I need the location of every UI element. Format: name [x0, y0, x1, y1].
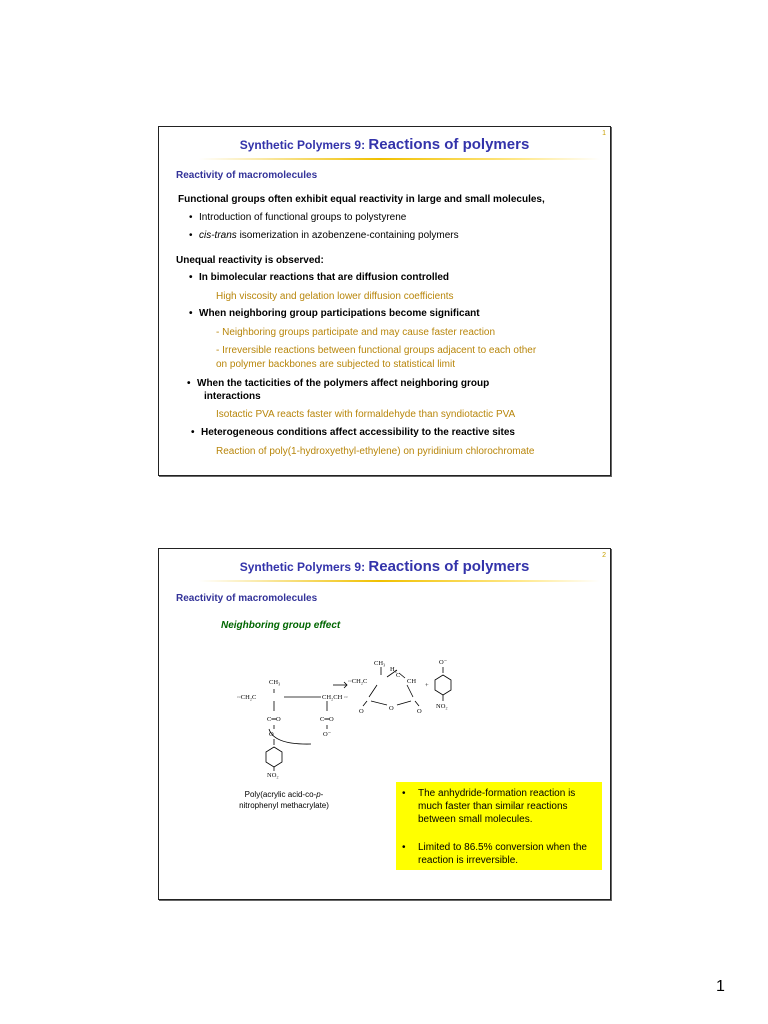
note-item: • The anhydride-formation reaction is much faster than similar reactions between small molecules.	[402, 788, 576, 825]
carboxylate-label: O⁻	[323, 731, 332, 738]
equal-bullet-2: • cis-trans isomerization in azobenzene-containing polymers	[189, 230, 459, 241]
slide-number: 1	[602, 130, 606, 137]
section-heading: Reactivity of macromolecules	[176, 593, 318, 604]
nitro-label-left: NO₂	[267, 772, 279, 779]
title-main: Reactions of polymers	[368, 558, 530, 575]
bullet-3-detail: Isotactic PVA reacts faster with formaldehyde than syndiotactic PVA	[216, 409, 516, 420]
title-prefix: Synthetic Polymers 9:	[239, 560, 369, 574]
unequal-bullet-1: • In bimolecular reactions that are diffusion controlled	[189, 272, 450, 283]
title-underline	[199, 580, 600, 582]
slide-title	[159, 136, 610, 154]
slide-number: 2	[602, 552, 606, 559]
ring-o-right: O	[417, 708, 422, 715]
page-number: 1	[716, 978, 725, 995]
phenolate-label: O⁻	[439, 659, 448, 666]
unequal-bullet-3b: interactions	[204, 391, 261, 402]
slide-title	[159, 558, 610, 576]
bullet-4-detail: Reaction of poly(1-hydroxyethyl-ethylene) on pyridinium chlorochromate	[216, 446, 535, 457]
carbonyl-right-label: C═O	[320, 716, 334, 723]
equal-reactivity-heading: Functional groups often exhibit equal reactivity in large and small molecules,	[178, 194, 545, 205]
unequal-bullet-3a: • When the tacticities of the polymers affect neighboring group	[187, 378, 490, 389]
plus-sign: +	[425, 682, 429, 689]
ring-o-bridge: O	[389, 705, 394, 712]
bullet-2-detail-2a: - Irreversible reactions between functional groups adjacent to each other	[216, 345, 537, 356]
ring-backbone-label: ᵕᵕCH₂C	[348, 678, 368, 685]
carbonyl-left-label: C═O	[267, 716, 281, 723]
title-underline	[199, 158, 600, 160]
section-heading: Reactivity of macromolecules	[176, 170, 318, 181]
unequal-reactivity-heading: Unequal reactivity is observed:	[176, 255, 324, 266]
ch3-label-left: CH₃	[269, 679, 281, 686]
nitro-label-right: NO₂	[436, 703, 448, 710]
ch3-label-right: CH₃	[374, 660, 386, 667]
reaction-structure-diagram	[229, 653, 469, 779]
equal-bullet-1: • Introduction of functional groups to polystyrene	[189, 212, 407, 223]
bullet-2-detail-2b: on polymer backbones are subjected to statistical limit	[216, 359, 456, 370]
slide-1	[158, 126, 611, 476]
backbone-left-label: ᵕᵕCH₂C	[237, 694, 257, 701]
neighboring-group-effect-label: Neighboring group effect	[221, 620, 341, 631]
ring-ch-label: CH	[407, 678, 417, 685]
note-item: • Limited to 86.5% conversion when the reaction is irreversible.	[402, 842, 587, 866]
bullet-1-detail: High viscosity and gelation lower diffusion coefficients	[216, 291, 454, 302]
polymer-caption: Poly(acrylic acid-co-p- nitrophenyl methacrylate)	[239, 790, 329, 810]
unequal-bullet-4: • Heterogeneous conditions affect accessibility to the reactive sites	[191, 427, 515, 438]
unequal-bullet-2: • When neighboring group participations become significant	[189, 308, 480, 319]
title-prefix: Synthetic Polymers 9:	[239, 138, 369, 152]
bullet-2-detail-1: - Neighboring groups participate and may cause faster reaction	[216, 327, 496, 338]
highlight-notes-box	[396, 782, 602, 870]
title-main: Reactions of polymers	[368, 136, 530, 153]
ring-carbon-label: C	[396, 672, 401, 679]
ester-oxygen-label: O	[269, 731, 274, 738]
slide-2	[158, 548, 611, 900]
ring-o-left: O	[359, 708, 364, 715]
h2-label: H₂	[390, 666, 397, 673]
backbone-right-label: CH₂CH ᵕᵕ	[322, 694, 348, 701]
